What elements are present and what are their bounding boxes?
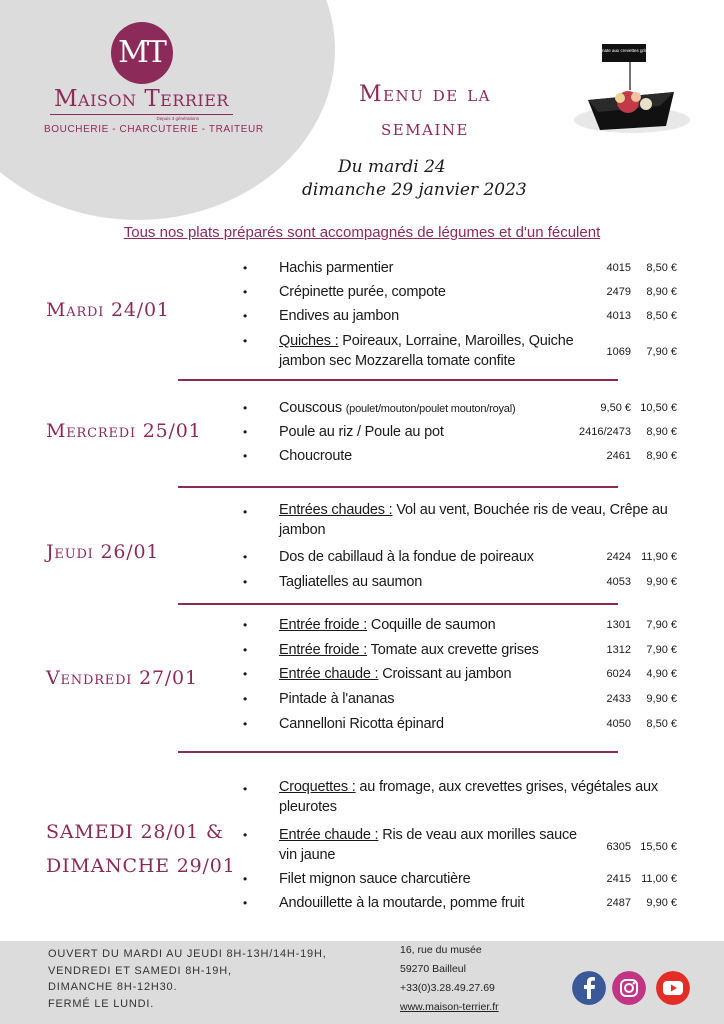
item-code: 2487 bbox=[606, 897, 631, 909]
item-text: Choucroute bbox=[279, 448, 352, 464]
bullet: • bbox=[243, 261, 248, 275]
item-text: Cannelloni Ricotta épinard bbox=[279, 716, 444, 732]
item-category: Entrée chaude : bbox=[279, 827, 379, 843]
item-price: 11,00 € bbox=[641, 873, 677, 885]
logo-tagline: Depuis 3 générations bbox=[156, 116, 199, 121]
hours-line: VENDREDI ET SAMEDI 8H-19H, bbox=[48, 964, 232, 977]
day-label-mardi: Mardi 24/01 bbox=[46, 299, 170, 321]
item-price: 4,90 € bbox=[646, 668, 677, 680]
item-text: Andouillette à la moutarde, pomme fruit bbox=[279, 895, 525, 911]
item-code: 2424 bbox=[606, 551, 631, 563]
bullet: • bbox=[243, 505, 248, 519]
item-category: Entrée chaude : bbox=[279, 666, 379, 682]
item-code: 4053 bbox=[606, 576, 631, 588]
item-category: Entrée froide : bbox=[279, 642, 368, 658]
item-price: 8,50 € bbox=[646, 718, 677, 730]
item-text: Tagliatelles au saumon bbox=[279, 574, 423, 590]
bullet: • bbox=[243, 782, 248, 796]
item-code: 2433 bbox=[606, 693, 631, 705]
item-category: Entrée froide : bbox=[279, 617, 368, 633]
item-code: 6305 bbox=[606, 841, 631, 853]
item-price: 7,90 € bbox=[646, 644, 677, 656]
item-code: 4013 bbox=[606, 310, 631, 322]
logo-name: Maison Terrier bbox=[54, 86, 229, 112]
bullet: • bbox=[243, 550, 248, 564]
item-code: 9,50 € bbox=[600, 402, 631, 414]
day-label-vendredi: Vendredi 27/01 bbox=[46, 667, 198, 689]
item-price: 8,90 € bbox=[646, 286, 677, 298]
item-price: 9,90 € bbox=[646, 576, 677, 588]
bullet: • bbox=[243, 401, 248, 415]
section-divider bbox=[178, 486, 618, 488]
address-city: 59270 Bailleul bbox=[400, 963, 466, 975]
item-price: 8,90 € bbox=[646, 450, 677, 462]
bullet: • bbox=[243, 643, 248, 657]
item-text: Crépinette purée, compote bbox=[279, 284, 446, 300]
logo-monogram: MT bbox=[111, 22, 173, 84]
day-label-dimanche: DIMANCHE 29/01 bbox=[46, 855, 236, 877]
day-label-mercredi: Mercredi 25/01 bbox=[46, 420, 202, 442]
item-category: Croquettes : bbox=[279, 779, 356, 795]
item-code: 4050 bbox=[606, 718, 631, 730]
photo-sign-text: Tomate aux crevettes grises bbox=[595, 48, 653, 53]
item-text: au fromage, aux crevettes grises, végétales aux pleurotes bbox=[279, 779, 658, 815]
bullet: • bbox=[243, 285, 248, 299]
bullet: • bbox=[243, 896, 248, 910]
instagram-icon[interactable] bbox=[612, 971, 646, 1005]
item-text: Coquille de saumon bbox=[367, 617, 496, 633]
bullet: • bbox=[243, 309, 248, 323]
item-text: Couscous bbox=[279, 400, 346, 416]
notice bbox=[0, 224, 724, 241]
item-code: 2479 bbox=[606, 286, 631, 298]
item-price: 10,50 € bbox=[640, 402, 677, 414]
bullet: • bbox=[243, 334, 248, 348]
item-code: 2416/2473 bbox=[579, 426, 631, 438]
item-code: 1301 bbox=[606, 619, 631, 631]
item-text: Poireaux, Lorraine, Maroilles, Quiche jambon sec Mozzarella tomate confite bbox=[279, 333, 574, 369]
item-price: 8,50 € bbox=[646, 310, 677, 322]
item-text: Pintade à l'ananas bbox=[279, 691, 395, 707]
hours-line: DIMANCHE 8H-12H30. bbox=[48, 981, 178, 993]
bullet: • bbox=[243, 828, 248, 842]
youtube-icon[interactable] bbox=[656, 971, 690, 1005]
item-price: 8,90 € bbox=[646, 426, 677, 438]
item-code: 1312 bbox=[606, 644, 631, 656]
item-text: Croissant au jambon bbox=[378, 666, 512, 682]
item-options: (poulet/mouton/poulet mouton/royal) bbox=[345, 403, 516, 415]
item-code: 2415 bbox=[606, 873, 631, 885]
bullet: • bbox=[243, 449, 248, 463]
website-link[interactable]: www.maison-terrier.fr bbox=[400, 1001, 499, 1013]
item-code: 2461 bbox=[606, 450, 631, 462]
footer bbox=[0, 941, 724, 1024]
hours-line: FERMÉ LE LUNDI. bbox=[48, 997, 155, 1010]
menu-title bbox=[330, 78, 520, 146]
item-text: Vol au vent, Bouchée ris de veau, Crêpe au jambon bbox=[279, 502, 668, 538]
section-divider bbox=[178, 379, 618, 381]
item-text: Endives au jambon bbox=[279, 308, 399, 324]
dish-photo bbox=[570, 42, 690, 138]
bullet: • bbox=[243, 575, 248, 589]
bullet: • bbox=[243, 872, 248, 886]
bullet: • bbox=[243, 425, 248, 439]
logo bbox=[44, 22, 264, 135]
bullet: • bbox=[243, 618, 248, 632]
phone-number: +33(0)3.28.49.27.69 bbox=[400, 982, 495, 994]
item-price: 9,90 € bbox=[646, 897, 677, 909]
hours-line: OUVERT DU MARDI AU JEUDI 8H-13H/14H-19H, bbox=[48, 948, 327, 960]
item-text: Tomate aux crevette grises bbox=[367, 642, 539, 658]
item-price: 7,90 € bbox=[646, 619, 677, 631]
bullet: • bbox=[243, 717, 248, 731]
item-price: 15,50 € bbox=[640, 841, 677, 853]
day-label-samedi: SAMEDI 28/01 & bbox=[46, 821, 224, 843]
item-category: Entrées chaudes : bbox=[279, 502, 393, 518]
address-street: 16, rue du musée bbox=[400, 944, 482, 956]
date-line-2: dimanche 29 janvier 2023 bbox=[302, 180, 527, 200]
item-text: Filet mignon sauce charcutière bbox=[279, 871, 471, 887]
section-divider bbox=[178, 751, 618, 753]
opening-hours bbox=[48, 946, 327, 1012]
bullet: • bbox=[243, 667, 248, 681]
item-text: Ris de veau aux morilles sauce vin jaune bbox=[279, 827, 577, 863]
menu-title-line1: Menu de la bbox=[359, 82, 491, 107]
item-category: Quiches : bbox=[279, 333, 339, 349]
section-divider bbox=[178, 603, 618, 605]
item-price: 8,50 € bbox=[646, 262, 677, 274]
item-text: Hachis parmentier bbox=[279, 260, 394, 276]
item-code: 1069 bbox=[606, 346, 631, 358]
logo-subtitle: BOUCHERIE - CHARCUTERIE - TRAITEUR bbox=[44, 124, 264, 135]
menu-title-line2: semaine bbox=[381, 116, 469, 141]
facebook-icon[interactable] bbox=[572, 971, 606, 1005]
item-price: 7,90 € bbox=[646, 346, 677, 358]
item-price: 9,90 € bbox=[646, 693, 677, 705]
bullet: • bbox=[243, 692, 248, 706]
item-price: 11,90 € bbox=[641, 551, 677, 563]
date-line-1: Du mardi 24 bbox=[338, 157, 446, 177]
day-label-jeudi: Jeudi 26/01 bbox=[46, 541, 160, 563]
item-text: Poule au riz / Poule au pot bbox=[279, 424, 444, 440]
item-text: Dos de cabillaud à la fondue de poireaux bbox=[279, 549, 534, 565]
logo-rule bbox=[50, 114, 233, 115]
address bbox=[400, 941, 499, 1017]
item-code: 4015 bbox=[606, 262, 631, 274]
notice-text: Tous nos plats préparés sont accompagnés de légumes et d'un féculent bbox=[123, 224, 601, 241]
item-code: 6024 bbox=[606, 668, 631, 680]
